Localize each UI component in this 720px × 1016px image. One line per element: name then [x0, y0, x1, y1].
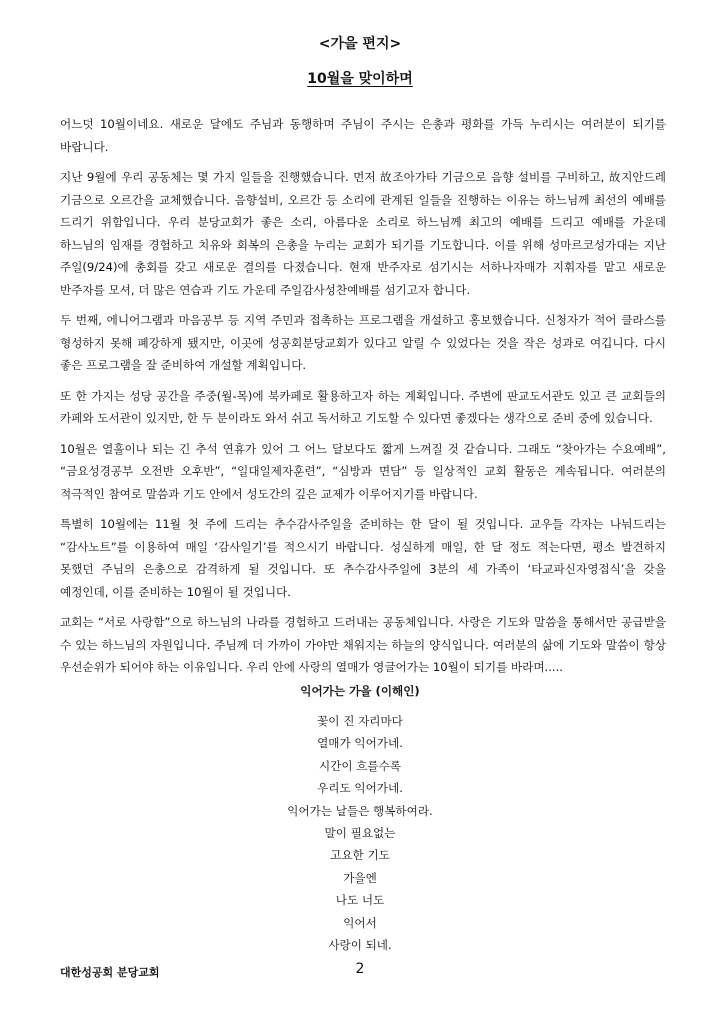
- paragraph-book-cafe: 또 한 가지는 성당 공간을 주중(월-목)에 북카페로 활용하고자 하는 계획입니다. 주변에 판교도서관도 있고 큰 교회들의 카페와 도서관이 있지만, 한 두 분이라도 와서 쉬고 독서하고 기도할 수 있다면 좋겠다는 생각으로 준비 중에 있습니다.: [60, 388, 666, 425]
- poem-line: 열매가 익어가네.: [317, 736, 403, 751]
- footer-organization: 대한성공회 분당교회: [60, 966, 160, 979]
- poem-line: 꽃이 진 자리마다: [317, 714, 403, 728]
- poem-line: 나도 너도: [335, 893, 385, 908]
- paragraph-october-activities: 10월은 열흘이나 되는 긴 추석 연휴가 있어 그 어느 달보다도 짧게 느껴질 것 같습니다. 그래도 “찾아가는 수요예배”, “금요성경공부 오전반 오후반”, “일대일제자훈련”, “심방과 면담” 등 일상적인 교회 활동은 계속됩니다. 여러분의 적극적인 참여로 말씀과 기도 안에서 성도간의 깊은 교제가 이루어지기를 바랍니다.: [60, 441, 666, 501]
- poem-line: 말이 필요없는: [324, 826, 396, 841]
- series-title: <가을 편지>: [318, 36, 402, 52]
- poem-title: 익어가는 가을 (이해인): [300, 684, 420, 698]
- poem-line: 우리도 익어가네.: [317, 781, 403, 796]
- paragraph-programs: 두 번째, 에니어그램과 마음공부 등 지역 주민과 접촉하는 프로그램을 개설하고 홍보했습니다. 신청자가 적어 클라스를 형성하지 못해 폐강하게 됐지만, 이곳에 성공회분당교회가 있다고 알릴 수 있었다는 것을 작은 성과로 여깁니다. 다시 좋은 프로그램을 잘 준비하여 개설할 계획입니다.: [60, 313, 666, 372]
- poem-line: 사랑이 되네.: [328, 938, 392, 953]
- paragraph-closing: 교회는 “서로 사랑함”으로 하느님의 나라를 경험하고 드러내는 공동체입니다. 사랑은 기도와 말씀을 통해서만 공급받을 수 있는 하느님의 자원입니다. 주님께 더 가까이 가야만 채워지는 하늘의 양식입니다. 여러분의 삶에 기도와 말씀이 항상 우선순위가 되어야 하는 이유입니다. 우리 안에 사랑의 열매가 영글어가는 10월이 되기를 바라며.....: [60, 615, 666, 674]
- poem-line: 익어가는 날들은 행복하여라.: [287, 803, 433, 818]
- paragraph-intro: 어느덧 10월이네요. 새로운 달에도 주님과 동행하며 주님이 주시는 은총과 평화를 가득 누리시는 여러분이 되기를 바랍니다.: [60, 117, 666, 154]
- paragraph-thanksgiving: 특별히 10월에는 11월 첫 주에 드리는 추수감사주일을 준비하는 한 달이 될 것입니다. 교우들 각자는 나눠드리는 “감사노트”를 이용하여 매일 ‘감사일기’를 적으시기 바랍니다. 성실하게 매일, 한 달 정도 적는다면, 평소 발견하지 못했던 주님의 은총으로 감격하게 될 것입니다. 또 추수감사주일에 3분의 세 가족이 ‘타교파신자영접식’을 갖을 예정인데, 이를 준비하는 10월이 될 것입니다.: [60, 517, 666, 599]
- poem: [0, 680, 720, 956]
- poem-line: 가을엔: [343, 870, 377, 885]
- poem-line: 시간이 흐를수록: [318, 758, 402, 773]
- page-title-text: 10월을 맞이하며: [307, 71, 413, 87]
- paragraph-september-report: 지난 9월에 우리 공동체는 몇 가지 일들을 진행했습니다. 먼저 故조아가타 기금으로 음향 설비를 구비하고, 故지안드레 기금으로 오르간을 교체했습니다. 음향설비, 오르간 등 소리에 관계된 일들을 진행하는 이유는 하느님께 최선의 예배를 드리기 위함입니다. 우리 분당교회가 좋은 소리, 아름다운 소리로 하느님께 최고의 예배를 드리고 예배를 가운데 하느님의 임재를 경험하고 치유와 회복의 은총을 누리는 교회가 되기를 기도합니다. 이를 위해 성마르코성가대는 지난 주일(9/24)에 총회를 갖고 새로운 결의를 다졌습니다. 현재 반주자로 섬기시는 서하나자매가 지휘자를 맡고 새로운 반주자를 모셔, 더 많은 연습과 기도 가운데 주일감사성찬예배를 섬기고자 합니다.: [60, 170, 666, 297]
- poem-line: 익어서: [343, 915, 377, 930]
- letter-body: [60, 113, 666, 687]
- page-title: [0, 68, 720, 88]
- poem-line: 고요한 기도: [330, 848, 390, 863]
- page-number: 2: [355, 961, 365, 977]
